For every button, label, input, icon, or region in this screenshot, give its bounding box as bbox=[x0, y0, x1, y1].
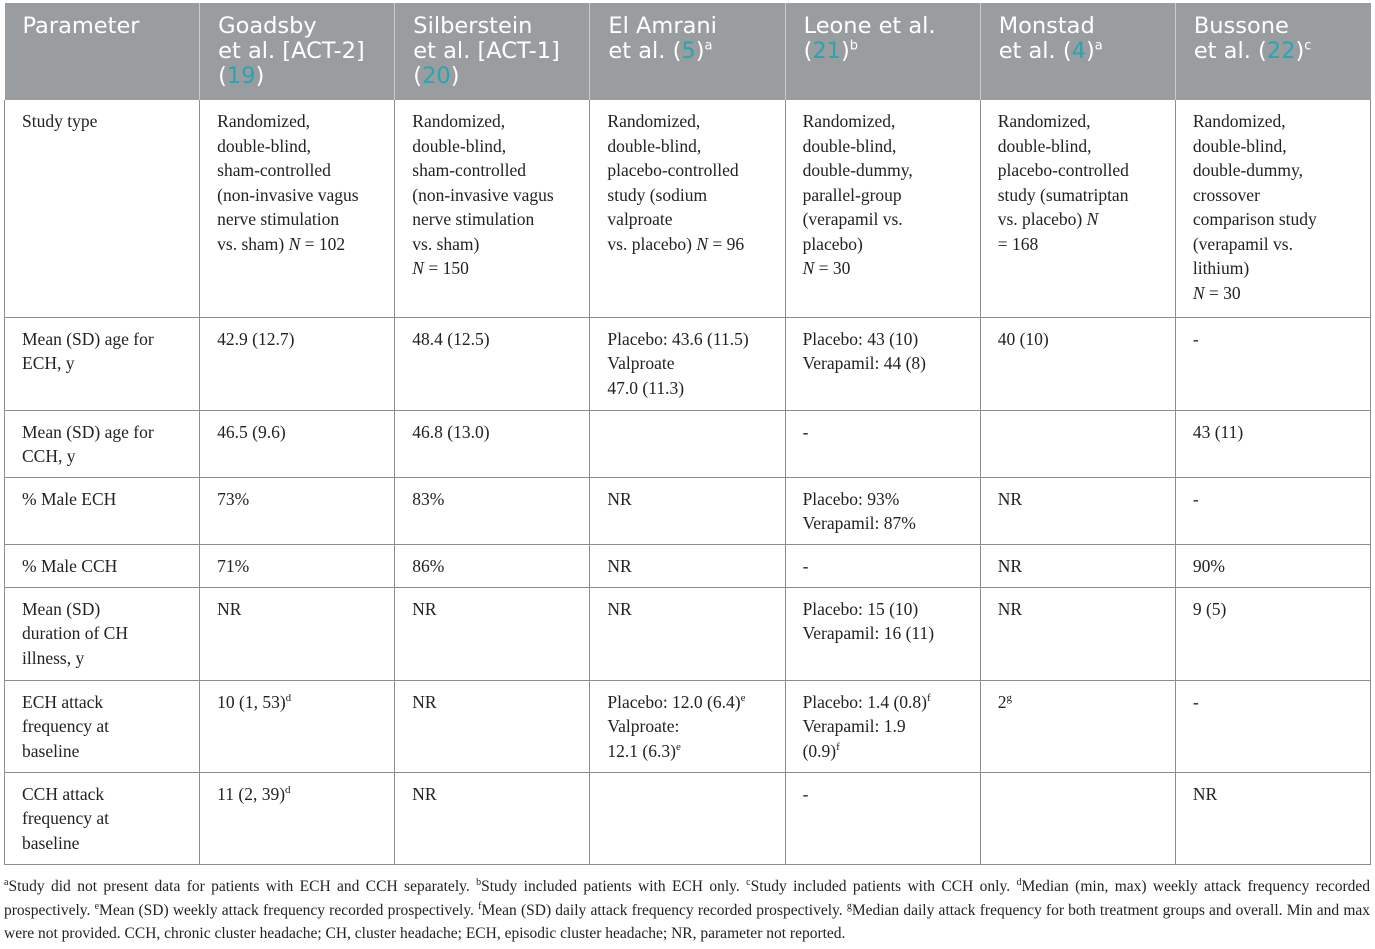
table-cell: 2$^g$ bbox=[980, 680, 1175, 772]
table-cell: 90% bbox=[1175, 544, 1370, 587]
table-cell bbox=[590, 410, 785, 477]
data-table-container bbox=[4, 3, 1371, 865]
header-monstad: Monstad et al. $(4)^a$ bbox=[980, 3, 1175, 100]
table-cell: NR bbox=[395, 680, 590, 772]
table-cell: 46.5 (9.6) bbox=[200, 410, 395, 477]
table-row-age-ech bbox=[5, 317, 1371, 410]
table-cell: NR bbox=[395, 587, 590, 680]
row-label: Mean (SD) duration of CH illness, y bbox=[5, 587, 200, 680]
table-cell: Randomized, double-blind, double-dummy, parallel-group (verapamil vs. placebo) N = 30 bbox=[785, 100, 980, 317]
citation-link-21[interactable]: 21 bbox=[812, 38, 841, 64]
table-cell: 43 (11) bbox=[1175, 410, 1370, 477]
table-cell: 9 (5) bbox=[1175, 587, 1370, 680]
table-cell: Placebo: 15 (10) Verapamil: 16 (11) bbox=[785, 587, 980, 680]
footnote-marker-a: a bbox=[704, 38, 713, 54]
row-label: Mean (SD) age for ECH, y bbox=[5, 317, 200, 410]
header-bussone: Bussone et al. $(22)^c$ bbox=[1175, 3, 1370, 100]
table-cell: 73% bbox=[200, 477, 395, 544]
table-cell: - bbox=[1175, 477, 1370, 544]
table-cell: NR bbox=[980, 587, 1175, 680]
row-label: CCH attack frequency at baseline bbox=[5, 772, 200, 864]
table-cell: 42.9 (12.7) bbox=[200, 317, 395, 410]
table-cell: NR bbox=[1175, 772, 1370, 864]
header-goadsby: Goadsby et al. [ACT-2] (19) bbox=[200, 3, 395, 100]
table-cell: - bbox=[785, 544, 980, 587]
header-el-amrani: El Amrani et al. $(5)^a$ bbox=[590, 3, 785, 100]
row-label: % Male ECH bbox=[5, 477, 200, 544]
table-cell: 86% bbox=[395, 544, 590, 587]
citation-link-4[interactable]: 4 bbox=[1071, 38, 1086, 64]
row-label: Mean (SD) age for CCH, y bbox=[5, 410, 200, 477]
table-cell: NR bbox=[200, 587, 395, 680]
footnote-marker-a: a bbox=[1094, 38, 1103, 54]
table-cell: Placebo: 43.6 (11.5) Valproate 47.0 (11.3) bbox=[590, 317, 785, 410]
table-row-ech-frequency bbox=[5, 680, 1371, 772]
table-cell: NR bbox=[395, 772, 590, 864]
table-cell: 46.8 (13.0) bbox=[395, 410, 590, 477]
footnote-marker-b: b bbox=[849, 38, 859, 54]
table-cell: Randomized, double-blind, placebo-controlled study (sumatriptan vs. placebo) N = 168 bbox=[980, 100, 1175, 317]
citation-link-19[interactable]: 19 bbox=[226, 63, 256, 89]
citation-link-22[interactable]: 22 bbox=[1266, 38, 1296, 64]
row-label: % Male CCH bbox=[5, 544, 200, 587]
table-cell: - bbox=[1175, 680, 1370, 772]
row-label: Study type bbox=[5, 100, 200, 317]
table-cell: NR bbox=[980, 544, 1175, 587]
table-cell: Placebo: 43 (10) Verapamil: 44 (8) bbox=[785, 317, 980, 410]
table-cell: 48.4 (12.5) bbox=[395, 317, 590, 410]
table-cell: - bbox=[785, 410, 980, 477]
table-cell: Placebo: 12.0 $(6.4)^e$ Valproate: 12.1 $(6.3)^e$ bbox=[590, 680, 785, 772]
table-cell: 71% bbox=[200, 544, 395, 587]
table-footnotes: $^a$Study did not present data for patients with ECH and CCH separately. $^b$Study included patients with ECH only. $^c$Study included patients with CCH only. $^d$Median (min, max) weekly attack frequency recorded prospectively. $^e$Mean (SD) weekly attack frequency recorded prospectively. $^f$Mean (SD) daily attack frequency recorded prospectively. $^g$Median daily attack frequency for both treatment groups and overall. Min and max were not provided. CCH, chronic cluster headache; CH, cluster headache; ECH, episodic cluster headache; NR, parameter not reported. bbox=[4, 876, 1371, 942]
row-label: ECH attack frequency at baseline bbox=[5, 680, 200, 772]
table-cell: NR bbox=[590, 587, 785, 680]
table-row-duration bbox=[5, 587, 1371, 680]
citation-link-5[interactable]: 5 bbox=[681, 38, 696, 64]
table-cell: Randomized, double-blind, sham-controlled (non-invasive vagus nerve stimulation vs. sham) N = 102 bbox=[200, 100, 395, 317]
footnote-marker-c: c bbox=[1304, 38, 1312, 54]
table-cell: NR bbox=[980, 477, 1175, 544]
table-cell: Placebo: 93% Verapamil: 87% bbox=[785, 477, 980, 544]
table-cell: NR bbox=[590, 544, 785, 587]
table-cell: - bbox=[785, 772, 980, 864]
table-row-male-cch bbox=[5, 544, 1371, 587]
table-row-age-cch bbox=[5, 410, 1371, 477]
table-cell: Randomized, double-blind, placebo-controlled study (sodium valproate vs. placebo) N = 96 bbox=[590, 100, 785, 317]
table-cell: Randomized, double-blind, double-dummy, crossover comparison study (verapamil vs. lithium) N = 30 bbox=[1175, 100, 1370, 317]
header-parameter: Parameter bbox=[5, 3, 200, 100]
table-cell: 40 (10) bbox=[980, 317, 1175, 410]
table-cell bbox=[980, 772, 1175, 864]
header-row bbox=[5, 3, 1371, 100]
table-row-male-ech bbox=[5, 477, 1371, 544]
table-cell: 11 (2, 39)$^d$ bbox=[200, 772, 395, 864]
header-leone: Leone et al. $(21)^b$ bbox=[785, 3, 980, 100]
study-characteristics-table bbox=[4, 3, 1371, 865]
table-cell bbox=[980, 410, 1175, 477]
table-row-cch-frequency bbox=[5, 772, 1371, 864]
table-cell: NR bbox=[590, 477, 785, 544]
table-cell: Placebo: 1.4 $(0.8)^f$ Verapamil: 1.9 $(0.9)^f$ bbox=[785, 680, 980, 772]
table-row-study-type bbox=[5, 100, 1371, 317]
table-cell: - bbox=[1175, 317, 1370, 410]
table-cell: Randomized, double-blind, sham-controlled (non-invasive vagus nerve stimulation vs. sham) N = 150 bbox=[395, 100, 590, 317]
table-cell: 10 (1, 53)$^d$ bbox=[200, 680, 395, 772]
citation-link-20[interactable]: 20 bbox=[422, 63, 451, 89]
header-silberstein: Silberstein et al. [ACT-1] (20) bbox=[395, 3, 590, 100]
table-cell bbox=[590, 772, 785, 864]
table-cell: 83% bbox=[395, 477, 590, 544]
